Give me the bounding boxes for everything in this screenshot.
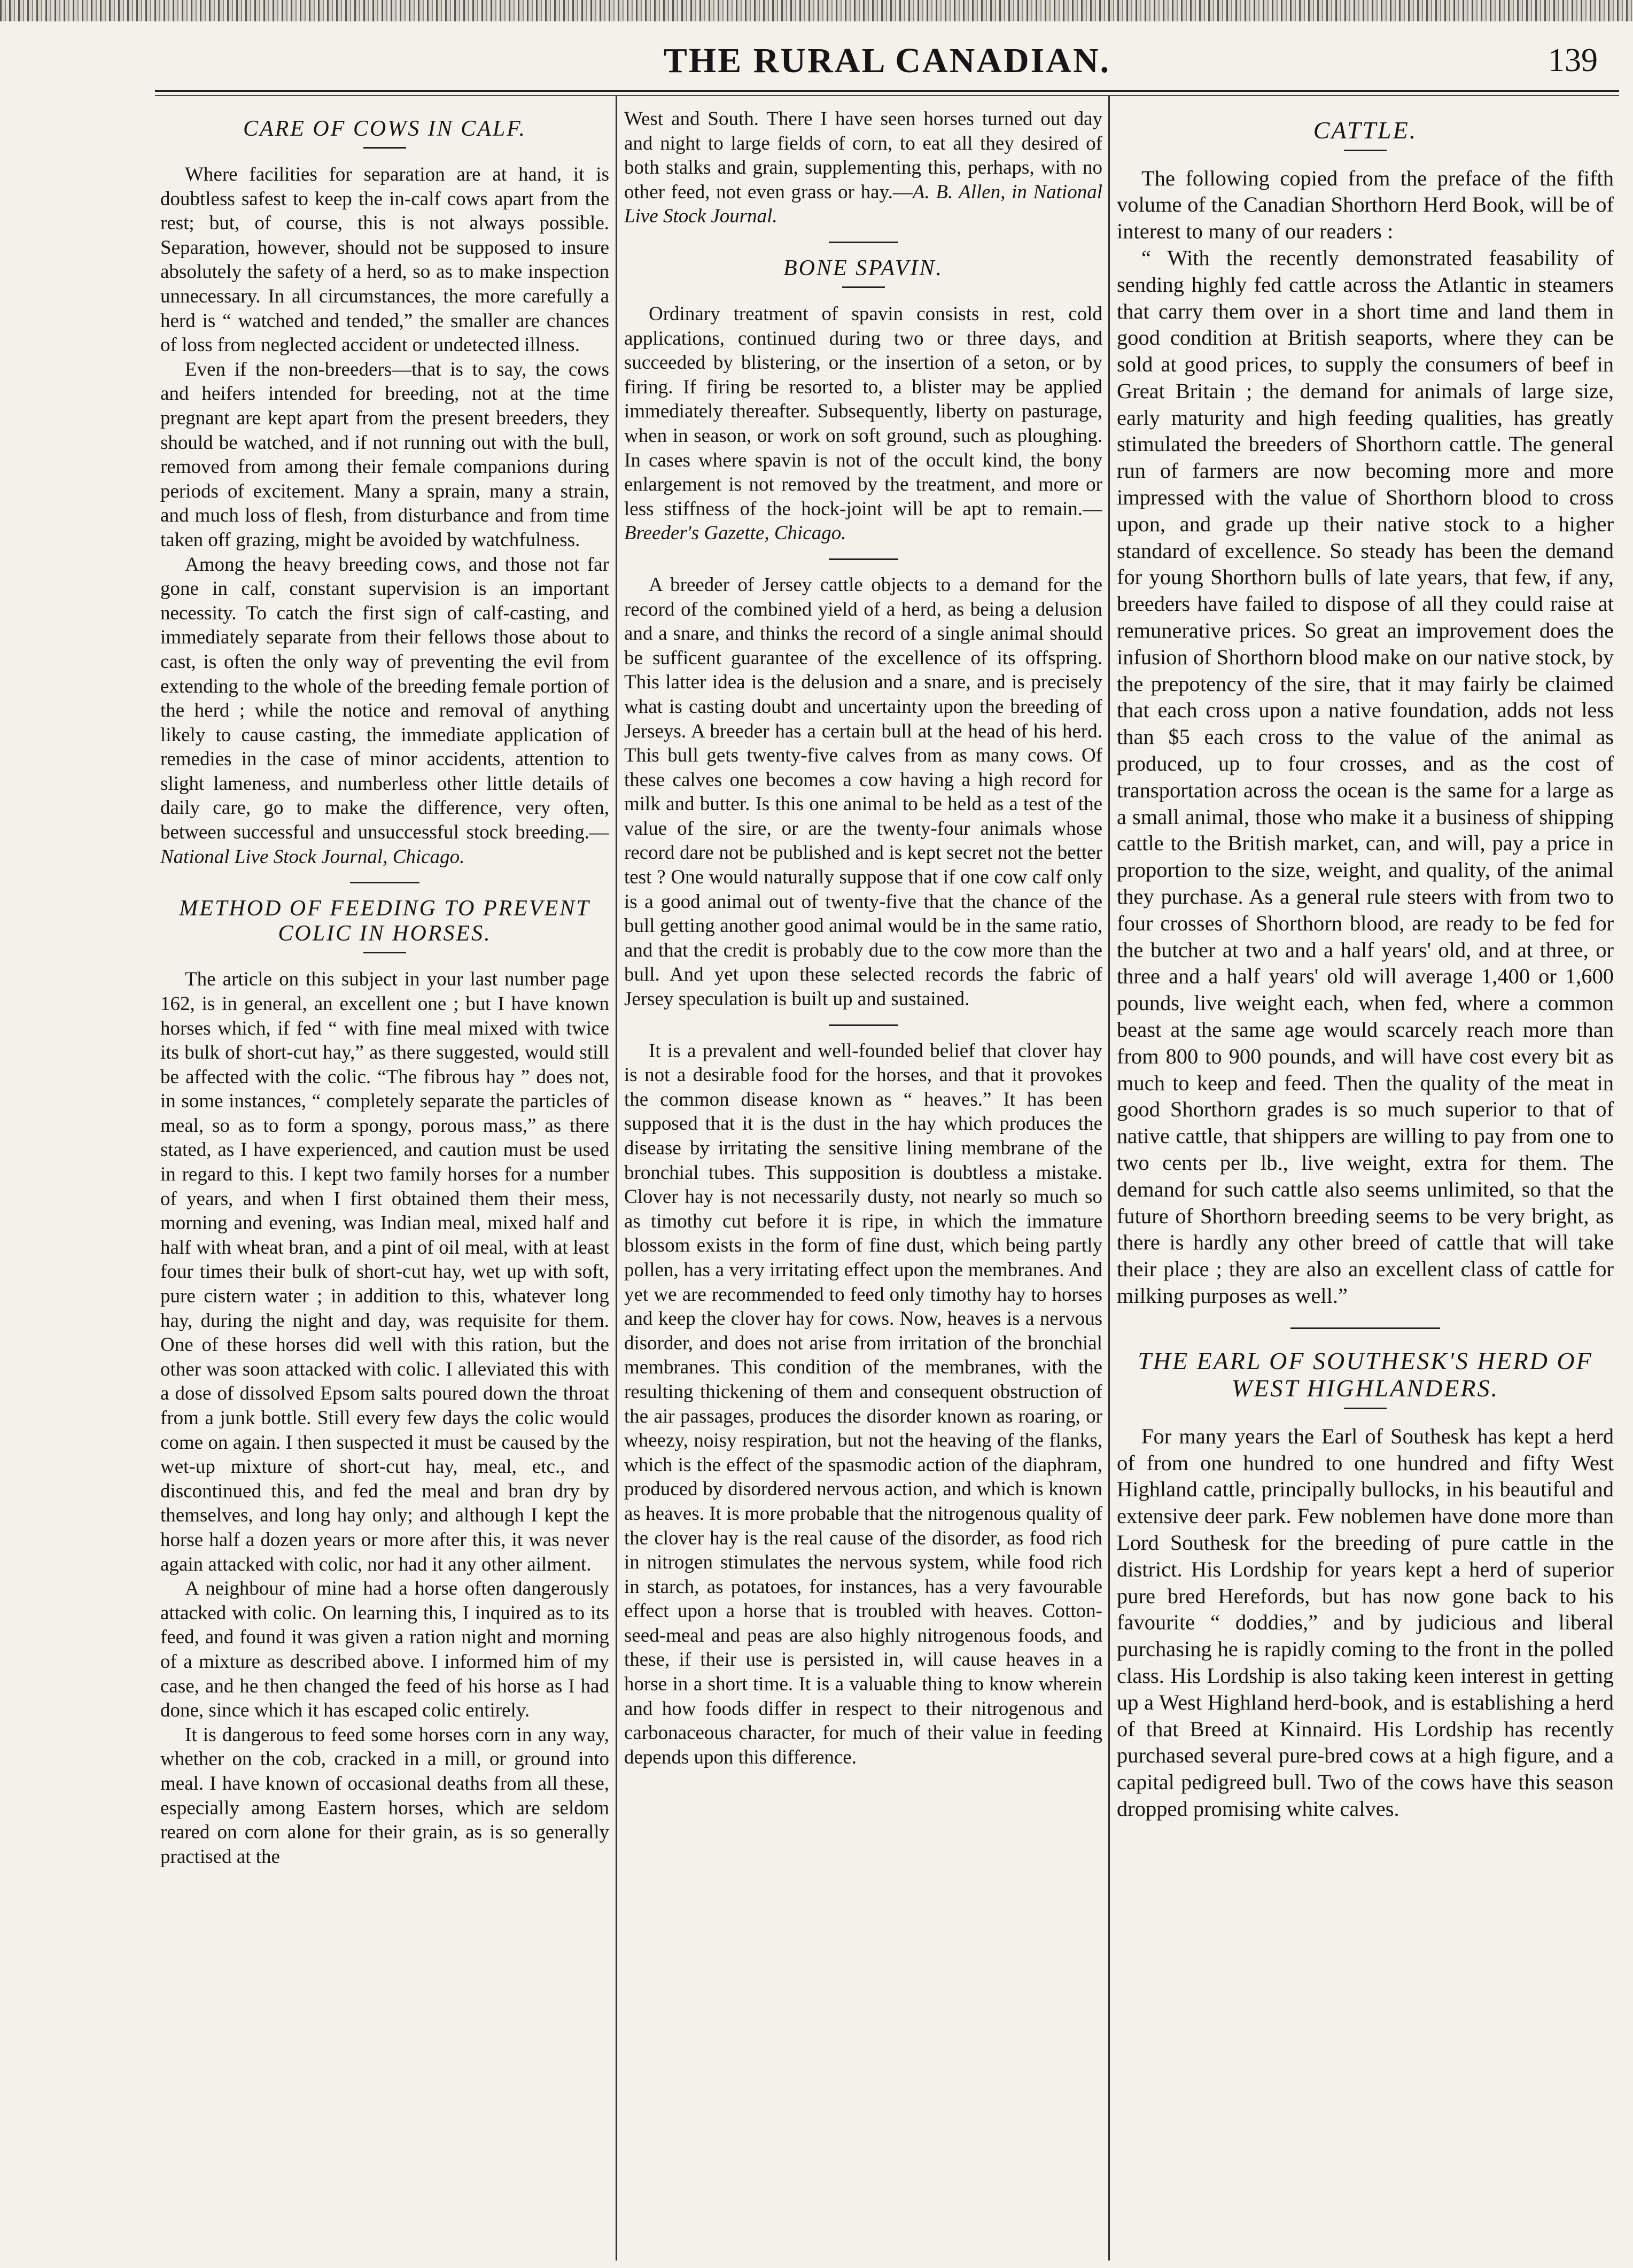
page-header — [155, 37, 1619, 86]
article-separator — [829, 242, 898, 243]
newspaper-title: THE RURAL CANADIAN. — [663, 41, 1111, 80]
article-colic-in-horses — [160, 896, 609, 1869]
article-title: CARE OF COWS IN CALF. — [243, 116, 527, 141]
source-citation: Breeder's Gazette, Chicago. — [624, 522, 846, 545]
paragraph — [160, 553, 609, 869]
paragraph: The following copied from the preface of the fifth volume of the Canadian Shorthorn Herd Book, will be of interest to many of our readers : — [1117, 166, 1614, 244]
scan-edge-band — [0, 0, 1633, 21]
column-rule-2 — [1108, 96, 1110, 2261]
paragraph-clover-hay: It is a prevalent and well-founded belief that clover hay is not a desirable food for the horses, and that it provokes the common disease known as “ heaves.” It has been supposed that it is the dust in the hay which produces the disease by irritating the sensitive lining membrane of the bronchial tubes. This supposition is doubtless a mistake. Clover hay is not necessarily dusty, not nearly so much so as timothy cut before it is ripe, in which the immature blossom exists in the form of fine dust, which being partly pollen, has a very irritating effect upon the membranes. And yet we are recommended to feed only timothy hay to horses and keep the clover hay for cows. Now, heaves is a nervous disorder, and does not arise from irritation of the bronchial membranes. This condition of the membranes, with the resulting thickening of them and consequent obstruction of the air passages, produces the disorder known as roaring, or wheezy, noisy respiration, but not the heaving of the flanks, which is the effect of the spasmodic action of the diaphram, produced by disordered nervous action, and which is known as heaves. It is more probable that the nitrogenous quality of the clover hay is the real cause of the disorder, as food rich in nitrogen stimulates the nervous system, while food rich in starch, as potatoes, for instances, has a very favourable effect upon a horse that is troubled with heaves. Cotton-seed-meal and peas are also highly nitrogenous foods, and these, if their use is persisted in, will cause heaves in a horse in a short time. It is a valuable thing to know wherein and how foods differ in respect to their nitrogenous and carbonaceous character, for much of their value in feeding depends upon this difference. — [624, 1039, 1102, 1768]
title-rule — [363, 147, 406, 149]
paragraph — [624, 302, 1102, 546]
article-title: METHOD OF FEEDING TO PREVENT COLIC IN HORSES. — [179, 896, 590, 946]
paragraph-text: West and South. There I have seen horses turned out day and night to large fields of corn, to eat all they desired of both stalks and grain, supplementing this, perhaps, with no other feed, not even grass or hay.— — [624, 108, 1102, 203]
article-separator — [1290, 1327, 1440, 1329]
paragraph-text: Among the heavy breeding cows, and those not far gone in calf, constant supervision is an important necessity. To catch the first sign of calf-casting, and immediately separate from their fellows those about to cast, is often the only way of preventing the evil from extending to the whole of the breeding female portion of the herd ; while the notice and removal of anything likely to cause casting, the immediate application of remedies in the case of minor accidents, attention to slight lameness, and numberless other little details of daily care, go to make the difference, very often, between successful and unsuccessful stock breeding.— — [160, 553, 609, 844]
article-separator — [829, 558, 898, 560]
paragraph: Even if the non-breeders—that is to say, the cows and heifers intended for breeding, not at the time pregnant are kept apart from the present breeders, they should be watched, and if not running out with the bull, removed from among their female companions during periods of excitement. Many a sprain, many a strain, and much loss of flesh, from disturbance and from time taken off grazing, might be avoided by watchfulness. — [160, 358, 609, 551]
source-citation: National Live Stock Journal, Chicago. — [160, 845, 465, 868]
title-rule — [842, 286, 885, 288]
title-rule — [1344, 1408, 1387, 1409]
paragraph: A neighbour of mine had a horse often dangerously attacked with colic. On learning this, I inquired as to its feed, and found it was given a ration night and morning of a mixture as described above. I informed him of my case, and he then changed the feed of his horse as I had done, since which it has escaped colic entirely. — [160, 1578, 609, 1722]
article-separator — [829, 1024, 898, 1026]
header-rule — [155, 90, 1619, 92]
paragraph-jersey-records: A breeder of Jersey cattle objects to a demand for the record of the combined yield of a herd, as being a delusion and a snare, and thinks the record of a single animal should be sufficent guarantee of the excellence of its offspring. This latter idea is the delusion and a snare, and is precisely what is casting doubt and uncertainty upon the breeding of Jerseys. A breeder has a certain bull at the head of his herd. This bull gets twenty-five calves from as many cows. Of these calves one becomes a cow having a high record for milk and butter. Is this one animal to be held as a test of the value of the sire, or are the twenty-four animals whose record dare not be published and is kept secret not the better test ? One would naturally suppose that if one cow calf only is a good animal out of twenty-five that the chance of the bull getting another good animal would be in the same ratio, and that the credit is probably due to the cow more than the bull. And yet upon these selected records the fabric of Jersey speculation is built up and sustained. — [624, 573, 1102, 1011]
paragraph: For many years the Earl of Southesk has kept a herd of from one hundred to one hundred and fifty West Highland cattle, principally bullocks, in his beautiful and extensive deer park. Few noblemen have done more than Lord Southesk for the breeding of pure cattle in the district. His Lordship for years kept a herd of superior pure bred Herefords, but has now gone back to his favourite “ doddies,” and by judicious and liberal purchasing he is rapidly coming to the front in the polled class. His Lordship is also taking keen interest in getting up a West Highland herd-book, and is establishing a herd of that Breed at Kinnaird. His Lordship has recently purchased several pure-bred cows at a high figure, and a capital pedigreed bull. Two of the cows have this season dropped promising white calves. — [1117, 1424, 1614, 1821]
column-1 — [160, 107, 609, 2261]
page-number: 139 — [1548, 42, 1598, 79]
paragraph-continued — [624, 107, 1102, 229]
header-rule-thin — [155, 95, 1619, 96]
article-bone-spavin — [624, 256, 1102, 546]
article-title: BONE SPAVIN. — [783, 255, 944, 281]
title-rule — [363, 952, 406, 953]
column-2 — [624, 107, 1102, 2261]
article-earl-of-southesk — [1117, 1347, 1614, 1822]
title-rule — [1344, 150, 1387, 151]
article-title: CATTLE. — [1313, 116, 1418, 144]
article-separator — [350, 882, 419, 883]
paragraph-text: Ordinary treatment of spavin consists in rest, cold applications, continued during two or three days, and succeeded by blistering, or the insertion of a seton, or by firing. If firing be resorted to, a blister may be applied immediately thereafter. Subsequently, liberty on pasturage, when in season, or work on soft ground, such as ploughing. In cases where spavin is not of the occult kind, the bony enlargement is not removed by the treatment, and more or less stiffness of the hock-joint will be apt to remain.— — [624, 303, 1102, 520]
article-care-of-cows — [160, 116, 609, 869]
article-title: THE EARL OF SOUTHESK'S HERD OF WEST HIGHLANDERS. — [1138, 1347, 1593, 1402]
column-rule-1 — [616, 96, 617, 2261]
column-3 — [1117, 107, 1614, 2261]
source-citation: A. B. Allen, in National Live Stock Journal. — [624, 181, 1102, 228]
paragraph: The article on this subject in your last number page 162, is in general, an excellent one ; but I have known horses which, if fed “ with fine meal mixed with twice its bulk of short-cut hay,” as there suggested, would still be affected with the colic. “The fibrous hay ” does not, in some instances, “ completely separate the particles of meal, so as to form a spongy, porous mass,” as there stated, as I have experienced, and caution must be used in regard to this. I kept two family horses for a number of years, and when I first obtained them their mess, morning and evening, was Indian meal, mixed half and half with wheat bran, and a pint of oil meal, with at least four times their bulk of short-cut hay, wet up with soft, pure cistern water ; in addition to this, whatever long hay, during the night and day, was requisite for them. One of these horses did well with this ration, but the other was soon attacked with colic. I alleviated this with a dose of dissolved Epsom salts poured down the throat from a junk bottle. Still every few days the colic would come on again. I then suspected it must be caused by the wet-up mixture of short-cut hay, meal, etc., and discontinued this, and fed the meal and bran dry by themselves, and long hay only; and although I kept the horse half a dozen years or more after this, it was never again attacked with colic, nor had it any other ailment. — [160, 968, 609, 1575]
paragraph: It is dangerous to feed some horses corn in any way, whether on the cob, cracked in a mill, or ground into meal. I have known of occasional deaths from all these, especially among Eastern horses, which are seldom reared on corn alone for their grain, as is so generally practised at the — [160, 1723, 609, 1868]
paragraph: Where facilities for separation are at hand, it is doubtless safest to keep the in-calf cows apart from the rest; but, of course, this is not always possible. Separation, however, should not be supposed to insure absolutely the safety of a herd, so as to make inspection unnecessary. In all circumstances, the more carefully a herd is “ watched and tended,” the smaller are chances of loss from neglected accident or undetected illness. — [160, 164, 609, 356]
paragraph: “ With the recently demonstrated feasability of sending highly fed cattle across the Atlantic in steamers that carry them over in a short time and land them in good condition at British seaports, where they can be sold at good prices, to supply the consumers of beef in Great Britain ; the demand for animals of large size, early maturity and high feeding qualities, has greatly stimulated the breeders of Shorthorn cattle. The general run of farmers are now becoming more and more impressed with the value of Shorthorn blood to cross upon, and grade up their native stock to a higher standard of excellence. So steady has been the demand for young Shorthorn bulls of late years, that few, if any, breeders have failed to dispose of all they could raise at remunerative prices. So great an improvement does the infusion of Shorthorn blood make on our native stock, by the prepotency of the sire, that it may fairly be claimed that each cross upon a native foundation, adds not less than $5 each cross to the value of the animal as produced, up to four crosses, and as the cost of transportation across the ocean is the same for a large as a small animal, those who make it a business of shipping cattle to the British market, can, and will, pay a price in proportion to the size, weight, and quality, of the animal they purchase. As a general rule steers with from two to four crosses of Shorthorn blood, are ready to be fed for the butcher at two and a half years' old, and at three, or three and a half years' old will average 1,400 or 1,600 pounds, live weight each, when fed, where a common beast at the same age would scarcely reach more than from 800 to 900 pounds, and will have cost every bit as much to keep and feed. Then the quality of the meat in good Shorthorn grades is so much superior to that of native cattle, that shippers are willing to pay from one to two cents per lb., live weight, extra for them. The demand for such cattle also seems unlimited, so that the future of Shorthorn breeding seems to be very bright, as there is hardly any other breed of cattle that will take their place ; they are also an excellent class of cattle for milking purposes as well.” — [1117, 245, 1614, 1308]
article-cattle — [1117, 116, 1614, 1309]
